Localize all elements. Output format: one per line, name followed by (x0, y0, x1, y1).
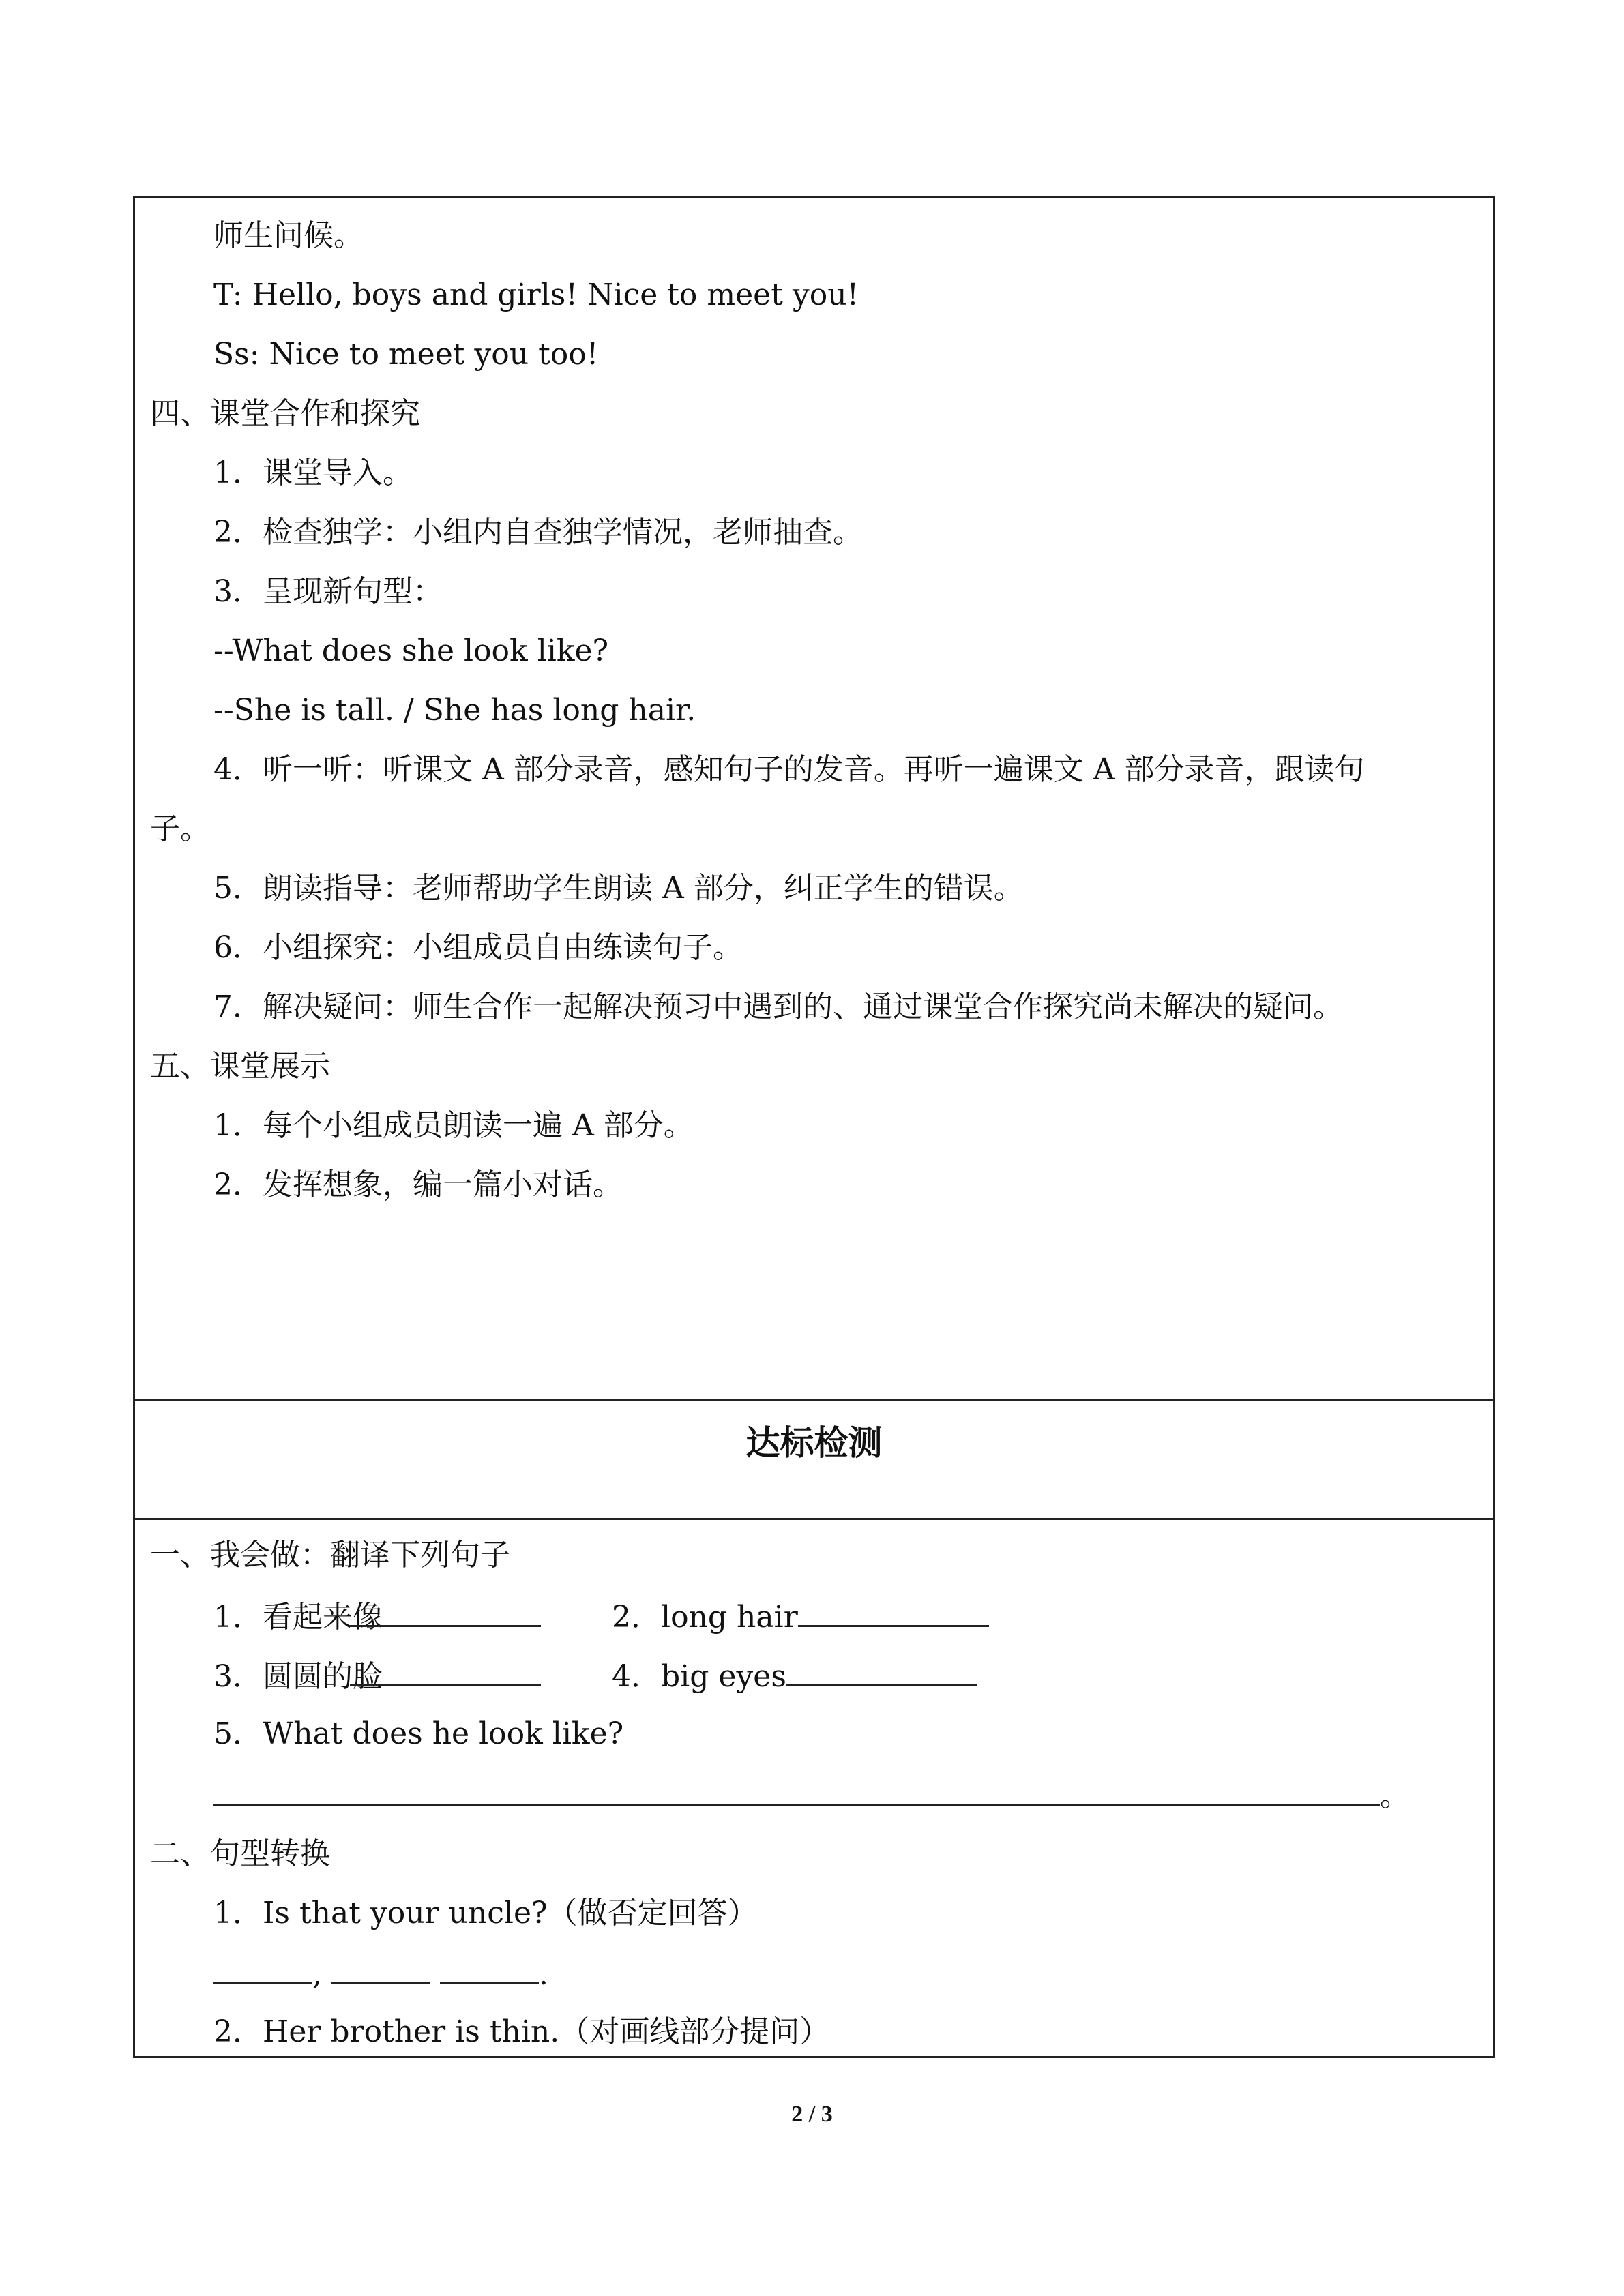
step-4: 4．听一听：听课文 A 部分录音，感知句子的发音。再听一遍课文 A 部分录音，跟读句 (213, 752, 1365, 787)
answer-blank-2[interactable] (798, 1595, 989, 1627)
transform-question-1: 1．Is that your uncle?（做否定回答） (213, 1896, 758, 1930)
step-1: 1．课堂导入。 (213, 456, 413, 490)
section-four-heading: 四、课堂合作和探究 (150, 396, 420, 431)
transform-question-2: 2．Her brother is thin.（对画线部分提问） (213, 2014, 830, 2049)
translate-row-2 (213, 1654, 977, 1697)
lesson-table (133, 196, 1495, 2058)
answer-blank-6c[interactable] (440, 1952, 539, 1984)
answer-blank-6b[interactable] (331, 1952, 430, 1984)
answer-blank-6a[interactable] (213, 1952, 312, 1984)
answer-blank-5[interactable] (213, 1774, 1380, 1806)
answer-blank-1[interactable] (350, 1595, 541, 1627)
translate-row-1 (213, 1595, 989, 1638)
comma: , (312, 1957, 322, 1992)
exercise-two-heading: 二、句型转换 (150, 1836, 330, 1871)
divider-top (135, 1399, 1493, 1401)
answer-5-period: 。 (1380, 1778, 1410, 1813)
show-2: 2．发挥想象，编一篇小对话。 (213, 1167, 623, 1202)
pattern-question: --What does she look like? (213, 633, 609, 668)
exercise-one-heading: 一、我会做：翻译下列句子 (150, 1538, 510, 1572)
step-2: 2．检查独学：小组内自查独学情况，老师抽查。 (213, 515, 863, 550)
step-3: 3．呈现新句型： (213, 574, 443, 609)
show-1: 1．每个小组成员朗读一遍 A 部分。 (213, 1108, 694, 1143)
section-title: 达标检测 (745, 1423, 883, 1463)
pattern-answer: --She is tall. / She has long hair. (213, 693, 696, 728)
divider-bottom (135, 1518, 1493, 1520)
teacher-line: T: Hello, boys and girls! Nice to meet you! (213, 278, 859, 312)
question-4: 4．big eyes (612, 1659, 786, 1694)
question-5: 5．What does he look like? (213, 1716, 624, 1751)
transform-answer-row-1 (213, 1952, 548, 1995)
period: . (539, 1957, 548, 1992)
step-4-continued: 子。 (150, 811, 210, 846)
page-number: 2 / 3 (791, 2102, 833, 2127)
section-five-heading: 五、课堂展示 (150, 1049, 330, 1084)
step-5: 5．朗读指导：老师帮助学生朗读 A 部分，纠正学生的错误。 (213, 871, 1024, 906)
answer-blank-4[interactable] (786, 1654, 977, 1686)
answer-blank-3[interactable] (350, 1654, 541, 1686)
step-7: 7．解决疑问：师生合作一起解决预习中遇到的、通过课堂合作探究尚未解决的疑问。 (213, 989, 1343, 1024)
students-line: Ss: Nice to meet you too! (213, 337, 599, 372)
question-2: 2．long hair (612, 1600, 798, 1635)
greeting-heading: 师生问候。 (213, 218, 364, 253)
question-1: 1．看起来像 (213, 1600, 383, 1635)
step-6: 6．小组探究：小组成员自由练读句子。 (213, 930, 743, 965)
answer-row-5 (213, 1774, 1410, 1817)
question-3: 3．圆圆的脸 (213, 1659, 383, 1694)
